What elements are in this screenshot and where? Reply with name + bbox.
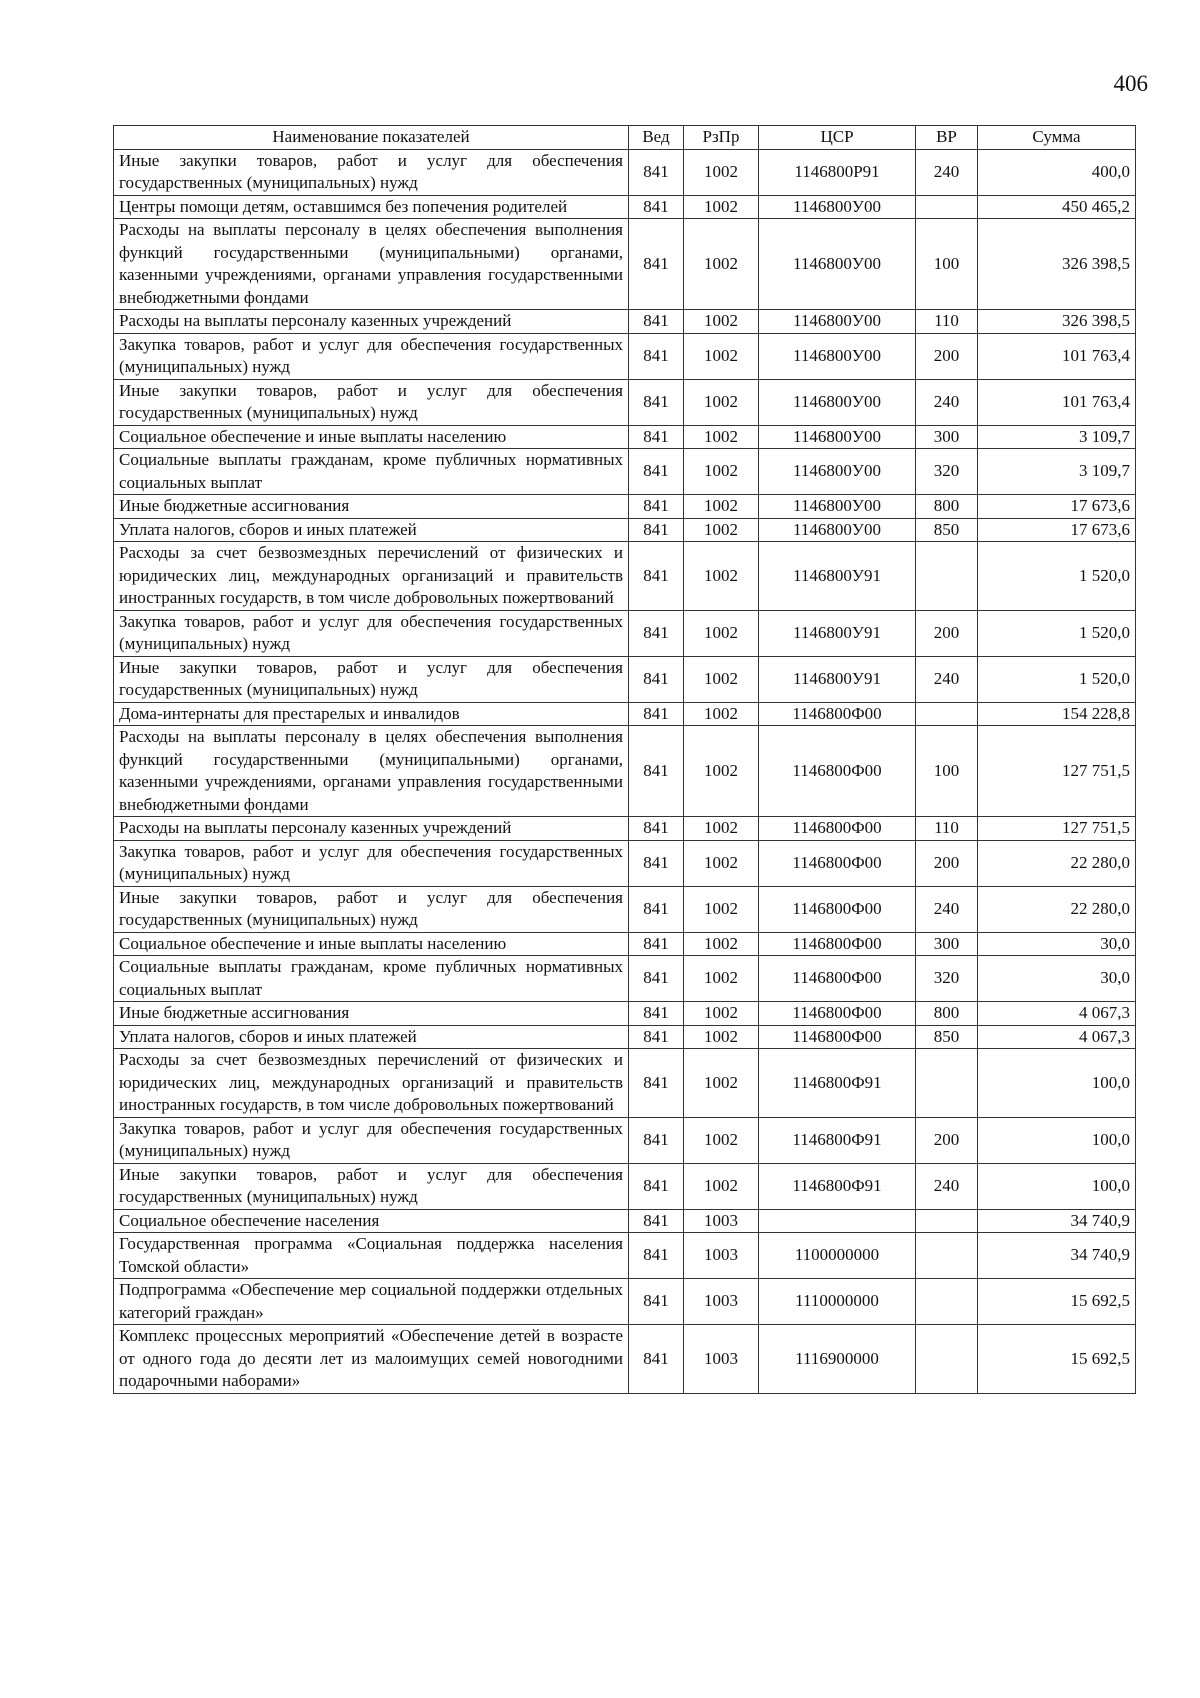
cell-name: Социальное обеспечение населения: [114, 1209, 629, 1233]
cell-csr: 1146800У00: [759, 495, 916, 519]
cell-ved: 841: [629, 1279, 684, 1325]
cell-name: Закупка товаров, работ и услуг для обеспечения государственных (муниципальных) нужд: [114, 840, 629, 886]
cell-rzpr: 1002: [684, 542, 759, 611]
cell-rzpr: 1002: [684, 518, 759, 542]
cell-ved: 841: [629, 495, 684, 519]
cell-name: Расходы на выплаты персоналу казенных учреждений: [114, 310, 629, 334]
cell-ved: 841: [629, 1049, 684, 1118]
cell-csr: 1146800Ф00: [759, 702, 916, 726]
cell-name: Социальные выплаты гражданам, кроме публичных нормативных социальных выплат: [114, 449, 629, 495]
cell-csr: 1110000000: [759, 1279, 916, 1325]
cell-rzpr: 1002: [684, 610, 759, 656]
table-row: [114, 656, 1136, 702]
cell-vr: 100: [916, 219, 978, 310]
cell-rzpr: 1002: [684, 449, 759, 495]
cell-vr: [916, 702, 978, 726]
cell-rzpr: 1002: [684, 886, 759, 932]
cell-ved: 841: [629, 542, 684, 611]
cell-ved: 841: [629, 1209, 684, 1233]
cell-name: Закупка товаров, работ и услуг для обеспечения государственных (муниципальных) нужд: [114, 333, 629, 379]
cell-ved: 841: [629, 726, 684, 817]
cell-vr: 800: [916, 495, 978, 519]
cell-ved: 841: [629, 219, 684, 310]
cell-rzpr: 1002: [684, 149, 759, 195]
cell-ved: 841: [629, 449, 684, 495]
cell-rzpr: 1002: [684, 702, 759, 726]
cell-name: Иные закупки товаров, работ и услуг для обеспечения государственных (муниципальных) нужд: [114, 1163, 629, 1209]
cell-ved: 841: [629, 1325, 684, 1394]
cell-rzpr: 1002: [684, 1163, 759, 1209]
cell-name: Уплата налогов, сборов и иных платежей: [114, 1025, 629, 1049]
cell-name: Расходы на выплаты персоналу в целях обеспечения выполнения функций государственными (муниципальными) органами, казенными учреждениями, органами управления государственными внебюджетными фондами: [114, 219, 629, 310]
cell-csr: 1146800Ф00: [759, 817, 916, 841]
table-row: [114, 610, 1136, 656]
cell-csr: 1146800У00: [759, 219, 916, 310]
cell-vr: 300: [916, 932, 978, 956]
cell-sum: 100,0: [978, 1117, 1136, 1163]
cell-ved: 841: [629, 702, 684, 726]
table-row: [114, 1325, 1136, 1394]
cell-csr: 1146800У00: [759, 333, 916, 379]
cell-vr: [916, 1209, 978, 1233]
cell-vr: 200: [916, 333, 978, 379]
cell-csr: 1146800У00: [759, 310, 916, 334]
cell-rzpr: 1003: [684, 1279, 759, 1325]
cell-ved: 841: [629, 817, 684, 841]
cell-csr: 1146800У91: [759, 656, 916, 702]
cell-ved: 841: [629, 333, 684, 379]
page-number: 406: [1113, 71, 1148, 96]
cell-sum: 3 109,7: [978, 449, 1136, 495]
cell-csr: 1146800У00: [759, 379, 916, 425]
table-row: [114, 1002, 1136, 1026]
cell-csr: 1146800Ф00: [759, 726, 916, 817]
table-row: [114, 1279, 1136, 1325]
cell-sum: 22 280,0: [978, 840, 1136, 886]
header-rzpr: РзПр: [684, 126, 759, 150]
cell-vr: [916, 1049, 978, 1118]
header-name: Наименование показателей: [114, 126, 629, 150]
cell-vr: 100: [916, 726, 978, 817]
cell-vr: 850: [916, 1025, 978, 1049]
cell-name: Расходы на выплаты персоналу казенных учреждений: [114, 817, 629, 841]
cell-sum: 17 673,6: [978, 495, 1136, 519]
cell-csr: 1146800У00: [759, 195, 916, 219]
cell-csr: 1146800У00: [759, 425, 916, 449]
cell-sum: 127 751,5: [978, 726, 1136, 817]
cell-sum: 15 692,5: [978, 1279, 1136, 1325]
cell-rzpr: 1002: [684, 726, 759, 817]
cell-name: Комплекс процессных мероприятий «Обеспечение детей в возрасте от одного года до десяти лет из малоимущих семей новогодними подарочными наборами»: [114, 1325, 629, 1394]
cell-sum: 4 067,3: [978, 1025, 1136, 1049]
table-row: [114, 1117, 1136, 1163]
cell-name: Иные закупки товаров, работ и услуг для обеспечения государственных (муниципальных) нужд: [114, 149, 629, 195]
cell-ved: 841: [629, 610, 684, 656]
cell-csr: 1146800Ф91: [759, 1163, 916, 1209]
cell-csr: 1146800Ф91: [759, 1117, 916, 1163]
table-row: [114, 518, 1136, 542]
cell-vr: [916, 1279, 978, 1325]
cell-name: Социальное обеспечение и иные выплаты населению: [114, 425, 629, 449]
cell-name: Расходы за счет безвозмездных перечислений от физических и юридических лиц, международных организаций и правительств иностранных государств, в том числе добровольных пожертвований: [114, 542, 629, 611]
table-row: [114, 840, 1136, 886]
cell-sum: 154 228,8: [978, 702, 1136, 726]
cell-rzpr: 1002: [684, 1049, 759, 1118]
cell-name: Социальное обеспечение и иные выплаты населению: [114, 932, 629, 956]
cell-sum: 1 520,0: [978, 542, 1136, 611]
table-row: [114, 1163, 1136, 1209]
cell-ved: 841: [629, 1025, 684, 1049]
table-row: [114, 149, 1136, 195]
cell-name: Государственная программа «Социальная поддержка населения Томской области»: [114, 1233, 629, 1279]
header-sum: Сумма: [978, 126, 1136, 150]
table-row: [114, 886, 1136, 932]
table-row: [114, 333, 1136, 379]
table-body: [114, 149, 1136, 1393]
cell-rzpr: 1002: [684, 195, 759, 219]
cell-ved: 841: [629, 1002, 684, 1026]
cell-ved: 841: [629, 149, 684, 195]
cell-rzpr: 1002: [684, 840, 759, 886]
cell-name: Расходы на выплаты персоналу в целях обеспечения выполнения функций государственными (муниципальными) органами, казенными учреждениями, органами управления государственными внебюджетными фондами: [114, 726, 629, 817]
cell-sum: 127 751,5: [978, 817, 1136, 841]
cell-sum: 100,0: [978, 1163, 1136, 1209]
cell-name: Центры помощи детям, оставшимся без попечения родителей: [114, 195, 629, 219]
cell-rzpr: 1002: [684, 219, 759, 310]
cell-sum: 34 740,9: [978, 1209, 1136, 1233]
table-row: [114, 379, 1136, 425]
cell-vr: [916, 1325, 978, 1394]
table-row: [114, 1233, 1136, 1279]
cell-name: Уплата налогов, сборов и иных платежей: [114, 518, 629, 542]
cell-name: Иные закупки товаров, работ и услуг для обеспечения государственных (муниципальных) нужд: [114, 379, 629, 425]
cell-ved: 841: [629, 310, 684, 334]
table-row: [114, 1209, 1136, 1233]
cell-vr: 320: [916, 956, 978, 1002]
header-vr: ВР: [916, 126, 978, 150]
cell-name: Иные закупки товаров, работ и услуг для обеспечения государственных (муниципальных) нужд: [114, 656, 629, 702]
cell-ved: 841: [629, 886, 684, 932]
table-row: [114, 495, 1136, 519]
cell-csr: [759, 1209, 916, 1233]
cell-csr: 1146800Ф00: [759, 956, 916, 1002]
cell-name: Расходы за счет безвозмездных перечислений от физических и юридических лиц, международных организаций и правительств иностранных государств, в том числе добровольных пожертвований: [114, 1049, 629, 1118]
cell-sum: 15 692,5: [978, 1325, 1136, 1394]
cell-vr: 300: [916, 425, 978, 449]
cell-ved: 841: [629, 1233, 684, 1279]
cell-rzpr: 1002: [684, 495, 759, 519]
cell-sum: 1 520,0: [978, 656, 1136, 702]
cell-sum: 101 763,4: [978, 379, 1136, 425]
cell-csr: 1146800Ф00: [759, 1002, 916, 1026]
cell-ved: 841: [629, 956, 684, 1002]
cell-ved: 841: [629, 195, 684, 219]
header-ved: Вед: [629, 126, 684, 150]
cell-vr: 240: [916, 1163, 978, 1209]
cell-rzpr: 1002: [684, 1025, 759, 1049]
cell-vr: 200: [916, 840, 978, 886]
cell-sum: 1 520,0: [978, 610, 1136, 656]
cell-ved: 841: [629, 932, 684, 956]
table-row: [114, 449, 1136, 495]
header-csr: ЦСР: [759, 126, 916, 150]
cell-name: Закупка товаров, работ и услуг для обеспечения государственных (муниципальных) нужд: [114, 1117, 629, 1163]
table-row: [114, 195, 1136, 219]
table-header-row: [114, 126, 1136, 150]
cell-name: Иные бюджетные ассигнования: [114, 1002, 629, 1026]
cell-ved: 841: [629, 379, 684, 425]
cell-csr: 1146800У00: [759, 449, 916, 495]
cell-sum: 30,0: [978, 932, 1136, 956]
cell-vr: 800: [916, 1002, 978, 1026]
cell-sum: 4 067,3: [978, 1002, 1136, 1026]
cell-sum: 101 763,4: [978, 333, 1136, 379]
cell-name: Закупка товаров, работ и услуг для обеспечения государственных (муниципальных) нужд: [114, 610, 629, 656]
cell-sum: 17 673,6: [978, 518, 1136, 542]
cell-rzpr: 1002: [684, 656, 759, 702]
cell-vr: [916, 195, 978, 219]
cell-sum: 400,0: [978, 149, 1136, 195]
table-row: [114, 817, 1136, 841]
cell-vr: [916, 1233, 978, 1279]
cell-sum: 450 465,2: [978, 195, 1136, 219]
cell-sum: 34 740,9: [978, 1233, 1136, 1279]
table-row: [114, 956, 1136, 1002]
cell-rzpr: 1002: [684, 310, 759, 334]
cell-vr: 850: [916, 518, 978, 542]
cell-rzpr: 1003: [684, 1233, 759, 1279]
cell-csr: 1146800У91: [759, 610, 916, 656]
cell-sum: 326 398,5: [978, 219, 1136, 310]
cell-sum: 22 280,0: [978, 886, 1136, 932]
cell-name: Иные закупки товаров, работ и услуг для обеспечения государственных (муниципальных) нужд: [114, 886, 629, 932]
table-row: [114, 702, 1136, 726]
cell-csr: 1146800У00: [759, 518, 916, 542]
cell-csr: 1146800Ф00: [759, 886, 916, 932]
cell-rzpr: 1002: [684, 956, 759, 1002]
cell-rzpr: 1003: [684, 1325, 759, 1394]
cell-rzpr: 1002: [684, 817, 759, 841]
cell-ved: 841: [629, 840, 684, 886]
cell-sum: 100,0: [978, 1049, 1136, 1118]
table-row: [114, 219, 1136, 310]
cell-rzpr: 1003: [684, 1209, 759, 1233]
cell-ved: 841: [629, 425, 684, 449]
cell-ved: 841: [629, 1117, 684, 1163]
cell-sum: 30,0: [978, 956, 1136, 1002]
cell-rzpr: 1002: [684, 333, 759, 379]
cell-vr: 240: [916, 886, 978, 932]
cell-vr: 240: [916, 149, 978, 195]
cell-rzpr: 1002: [684, 425, 759, 449]
cell-csr: 1146800Ф00: [759, 1025, 916, 1049]
cell-name: Социальные выплаты гражданам, кроме публичных нормативных социальных выплат: [114, 956, 629, 1002]
cell-vr: 200: [916, 610, 978, 656]
cell-rzpr: 1002: [684, 1117, 759, 1163]
table-row: [114, 932, 1136, 956]
cell-name: Подпрограмма «Обеспечение мер социальной поддержки отдельных категорий граждан»: [114, 1279, 629, 1325]
cell-vr: 110: [916, 817, 978, 841]
cell-vr: [916, 542, 978, 611]
cell-ved: 841: [629, 1163, 684, 1209]
cell-vr: 200: [916, 1117, 978, 1163]
cell-ved: 841: [629, 656, 684, 702]
cell-sum: 326 398,5: [978, 310, 1136, 334]
cell-vr: 240: [916, 656, 978, 702]
cell-sum: 3 109,7: [978, 425, 1136, 449]
cell-rzpr: 1002: [684, 932, 759, 956]
cell-csr: 1146800Р91: [759, 149, 916, 195]
budget-table: [113, 125, 1136, 1394]
cell-csr: 1146800Ф00: [759, 932, 916, 956]
cell-name: Иные бюджетные ассигнования: [114, 495, 629, 519]
cell-ved: 841: [629, 518, 684, 542]
cell-csr: 1146800Ф00: [759, 840, 916, 886]
cell-csr: 1146800Ф91: [759, 1049, 916, 1118]
table-row: [114, 1025, 1136, 1049]
cell-rzpr: 1002: [684, 1002, 759, 1026]
table-row: [114, 425, 1136, 449]
cell-vr: 240: [916, 379, 978, 425]
cell-csr: 1100000000: [759, 1233, 916, 1279]
cell-csr: 1116900000: [759, 1325, 916, 1394]
table-row: [114, 1049, 1136, 1118]
cell-vr: 320: [916, 449, 978, 495]
table-row: [114, 726, 1136, 817]
table-row: [114, 542, 1136, 611]
cell-rzpr: 1002: [684, 379, 759, 425]
cell-csr: 1146800У91: [759, 542, 916, 611]
cell-name: Дома-интернаты для престарелых и инвалидов: [114, 702, 629, 726]
cell-vr: 110: [916, 310, 978, 334]
table-row: [114, 310, 1136, 334]
